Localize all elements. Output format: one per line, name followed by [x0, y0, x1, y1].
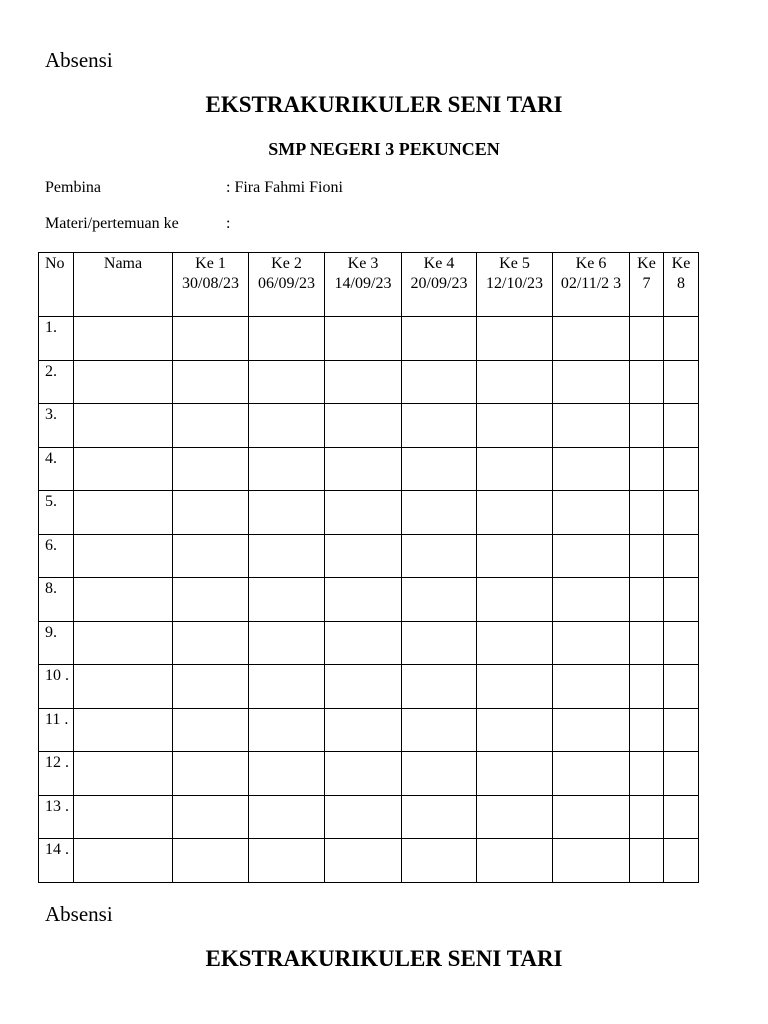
attendance-cell[interactable] — [664, 578, 699, 622]
attendance-cell[interactable] — [553, 708, 630, 752]
attendance-cell[interactable] — [173, 534, 249, 578]
attendance-cell[interactable] — [402, 665, 477, 709]
name-cell[interactable] — [74, 752, 173, 796]
attendance-cell[interactable] — [553, 317, 630, 361]
table-row — [39, 839, 699, 883]
table-row — [39, 491, 699, 535]
attendance-cell[interactable] — [173, 317, 249, 361]
materi-value: : — [226, 215, 231, 232]
attendance-cell[interactable] — [402, 839, 477, 883]
attendance-cell[interactable] — [664, 534, 699, 578]
attendance-cell[interactable] — [664, 404, 699, 448]
attendance-cell[interactable] — [553, 534, 630, 578]
table-row — [39, 447, 699, 491]
header-session-3: Ke 3 14/09/23 — [325, 253, 402, 317]
attendance-cell[interactable] — [477, 578, 553, 622]
header-no: No — [39, 253, 74, 317]
attendance-cell[interactable] — [325, 752, 402, 796]
attendance-cell[interactable] — [249, 621, 325, 665]
attendance-cell[interactable] — [477, 621, 553, 665]
name-cell[interactable] — [74, 665, 173, 709]
attendance-cell[interactable] — [173, 491, 249, 535]
attendance-cell[interactable] — [325, 621, 402, 665]
header-session-6: Ke 6 02/11/2 3 — [553, 253, 630, 317]
attendance-cell[interactable] — [630, 621, 664, 665]
name-cell[interactable] — [74, 621, 173, 665]
attendance-cell[interactable] — [664, 752, 699, 796]
attendance-cell[interactable] — [249, 795, 325, 839]
table-body — [39, 317, 699, 883]
row-number: 9. — [39, 621, 74, 665]
attendance-cell[interactable] — [630, 752, 664, 796]
attendance-cell[interactable] — [173, 708, 249, 752]
attendance-cell[interactable] — [249, 317, 325, 361]
attendance-cell[interactable] — [553, 360, 630, 404]
document-subtitle: SMP NEGERI 3 PEKUNCEN — [268, 139, 500, 159]
table-row — [39, 360, 699, 404]
attendance-cell[interactable] — [402, 621, 477, 665]
document-title: EKSTRAKURIKULER SENI TARI — [205, 92, 563, 117]
table-row — [39, 795, 699, 839]
row-number: 3. — [39, 404, 74, 448]
attendance-cell[interactable] — [630, 360, 664, 404]
attendance-cell[interactable] — [630, 665, 664, 709]
attendance-cell[interactable] — [402, 708, 477, 752]
row-number: 8. — [39, 578, 74, 622]
table-row — [39, 621, 699, 665]
attendance-cell[interactable] — [664, 708, 699, 752]
attendance-cell[interactable] — [553, 404, 630, 448]
row-number: 10 . — [39, 665, 74, 709]
table-row — [39, 534, 699, 578]
row-number: 12 . — [39, 752, 74, 796]
attendance-cell[interactable] — [325, 360, 402, 404]
materi-label: Materi/pertemuan ke — [45, 215, 179, 232]
attendance-cell[interactable] — [664, 795, 699, 839]
header-session-7: Ke 7 — [630, 253, 664, 317]
attendance-cell[interactable] — [173, 578, 249, 622]
attendance-cell[interactable] — [325, 839, 402, 883]
attendance-cell[interactable] — [630, 534, 664, 578]
attendance-cell[interactable] — [325, 447, 402, 491]
attendance-cell[interactable] — [664, 360, 699, 404]
attendance-cell[interactable] — [325, 534, 402, 578]
table-row — [39, 752, 699, 796]
name-cell[interactable] — [74, 795, 173, 839]
table-row — [39, 665, 699, 709]
row-number: 2. — [39, 360, 74, 404]
attendance-cell[interactable] — [553, 578, 630, 622]
header-session-8: Ke 8 — [664, 253, 699, 317]
attendance-table — [38, 252, 699, 883]
name-cell[interactable] — [74, 317, 173, 361]
pembina-value: : Fira Fahmi Fioni — [226, 179, 343, 196]
attendance-cell[interactable] — [249, 360, 325, 404]
row-number: 5. — [39, 491, 74, 535]
attendance-cell[interactable] — [249, 665, 325, 709]
attendance-cell[interactable] — [402, 578, 477, 622]
attendance-cell[interactable] — [402, 795, 477, 839]
attendance-cell[interactable] — [173, 795, 249, 839]
attendance-cell[interactable] — [249, 752, 325, 796]
attendance-cell[interactable] — [402, 404, 477, 448]
attendance-cell[interactable] — [630, 447, 664, 491]
attendance-cell[interactable] — [630, 317, 664, 361]
attendance-cell[interactable] — [173, 621, 249, 665]
row-number: 14 . — [39, 839, 74, 883]
attendance-cell[interactable] — [630, 839, 664, 883]
attendance-cell[interactable] — [553, 795, 630, 839]
attendance-cell[interactable] — [325, 708, 402, 752]
attendance-cell[interactable] — [477, 839, 553, 883]
attendance-cell[interactable] — [325, 578, 402, 622]
attendance-cell[interactable] — [477, 317, 553, 361]
row-number: 4. — [39, 447, 74, 491]
attendance-cell[interactable] — [553, 839, 630, 883]
attendance-cell[interactable] — [477, 752, 553, 796]
attendance-cell[interactable] — [553, 665, 630, 709]
document-title-page2: EKSTRAKURIKULER SENI TARI — [205, 946, 563, 971]
name-cell[interactable] — [74, 404, 173, 448]
attendance-cell[interactable] — [477, 447, 553, 491]
attendance-cell[interactable] — [173, 447, 249, 491]
header-session-2: Ke 2 06/09/23 — [249, 253, 325, 317]
attendance-cell[interactable] — [249, 447, 325, 491]
attendance-cell[interactable] — [477, 708, 553, 752]
attendance-cell[interactable] — [553, 752, 630, 796]
attendance-cell[interactable] — [630, 708, 664, 752]
row-number: 1. — [39, 317, 74, 361]
attendance-cell[interactable] — [553, 447, 630, 491]
name-cell[interactable] — [74, 360, 173, 404]
header-session-1: Ke 1 30/08/23 — [173, 253, 249, 317]
table-row — [39, 578, 699, 622]
name-cell[interactable] — [74, 491, 173, 535]
attendance-cell[interactable] — [173, 360, 249, 404]
document-label: Absensi — [45, 48, 113, 72]
table-header-row — [39, 253, 699, 317]
document-label-page2: Absensi — [45, 902, 113, 926]
row-number: 11 . — [39, 708, 74, 752]
attendance-cell[interactable] — [630, 491, 664, 535]
attendance-cell[interactable] — [477, 404, 553, 448]
attendance-cell[interactable] — [402, 317, 477, 361]
attendance-cell[interactable] — [249, 578, 325, 622]
attendance-cell[interactable] — [664, 665, 699, 709]
attendance-cell[interactable] — [664, 317, 699, 361]
name-cell[interactable] — [74, 447, 173, 491]
attendance-cell[interactable] — [630, 795, 664, 839]
table-row — [39, 708, 699, 752]
attendance-cell[interactable] — [402, 534, 477, 578]
pembina-label: Pembina — [45, 179, 101, 196]
attendance-cell[interactable] — [249, 839, 325, 883]
attendance-cell[interactable] — [664, 447, 699, 491]
name-cell[interactable] — [74, 708, 173, 752]
attendance-cell[interactable] — [664, 491, 699, 535]
attendance-cell[interactable] — [325, 404, 402, 448]
attendance-cell[interactable] — [630, 578, 664, 622]
attendance-cell[interactable] — [249, 404, 325, 448]
attendance-cell[interactable] — [477, 534, 553, 578]
attendance-cell[interactable] — [402, 491, 477, 535]
row-number: 13 . — [39, 795, 74, 839]
attendance-cell[interactable] — [325, 317, 402, 361]
row-number: 6. — [39, 534, 74, 578]
attendance-cell[interactable] — [477, 360, 553, 404]
attendance-cell[interactable] — [173, 839, 249, 883]
name-cell[interactable] — [74, 839, 173, 883]
name-cell[interactable] — [74, 578, 173, 622]
attendance-cell[interactable] — [173, 665, 249, 709]
attendance-cell[interactable] — [249, 708, 325, 752]
attendance-cell[interactable] — [402, 360, 477, 404]
attendance-cell[interactable] — [325, 665, 402, 709]
table-row — [39, 404, 699, 448]
attendance-cell[interactable] — [249, 534, 325, 578]
attendance-cell[interactable] — [402, 752, 477, 796]
attendance-cell[interactable] — [630, 404, 664, 448]
header-nama: Nama — [74, 253, 173, 317]
attendance-cell[interactable] — [325, 795, 402, 839]
table-row — [39, 317, 699, 361]
attendance-cell[interactable] — [664, 621, 699, 665]
attendance-cell[interactable] — [553, 491, 630, 535]
attendance-cell[interactable] — [477, 491, 553, 535]
attendance-cell[interactable] — [325, 491, 402, 535]
header-session-4: Ke 4 20/09/23 — [402, 253, 477, 317]
attendance-cell[interactable] — [477, 665, 553, 709]
attendance-cell[interactable] — [173, 404, 249, 448]
header-session-5: Ke 5 12/10/23 — [477, 253, 553, 317]
name-cell[interactable] — [74, 534, 173, 578]
attendance-cell[interactable] — [664, 839, 699, 883]
attendance-cell[interactable] — [553, 621, 630, 665]
attendance-cell[interactable] — [249, 491, 325, 535]
attendance-cell[interactable] — [402, 447, 477, 491]
attendance-cell[interactable] — [173, 752, 249, 796]
attendance-cell[interactable] — [477, 795, 553, 839]
